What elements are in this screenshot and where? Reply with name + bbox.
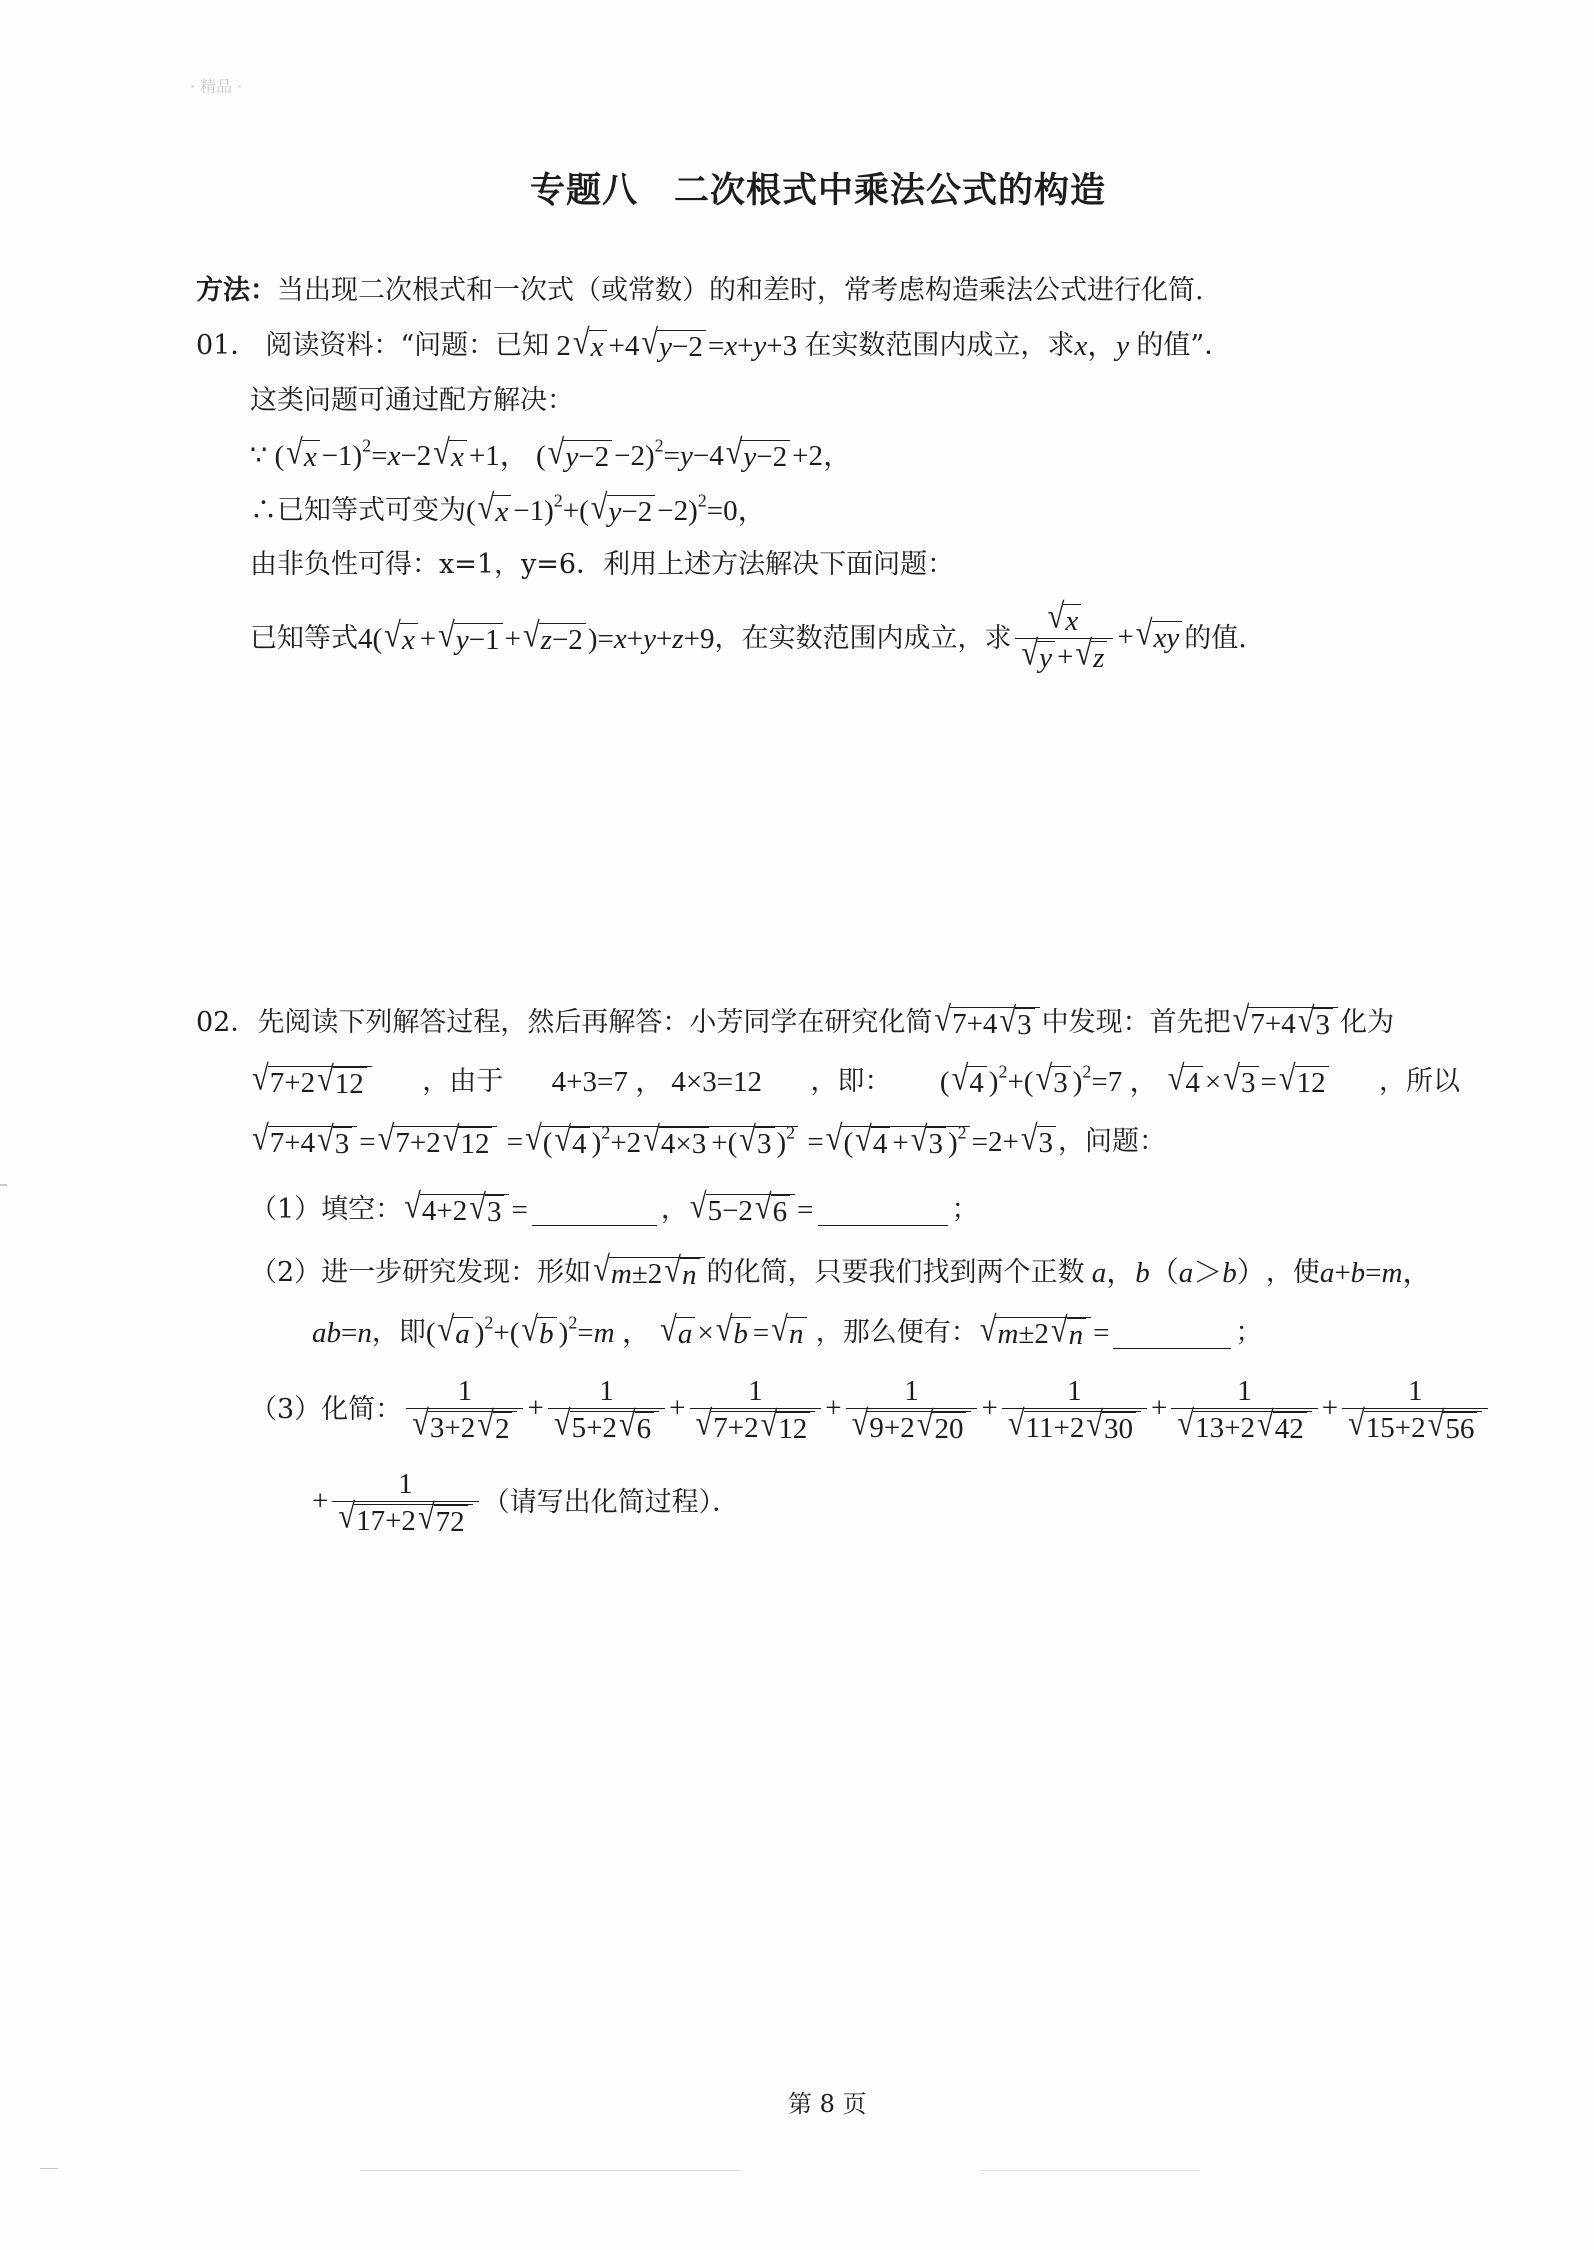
- fraction-denominator: √ 15+2 √ 56: [1342, 1408, 1488, 1446]
- q1-identity-2: ( √ x −1)$^2$+( √ y−2 −2)$^2$=0，: [466, 487, 767, 528]
- q1-condition-equation: 2 √ x +4 √ y−2 =x+y+3: [549, 322, 805, 363]
- q1-known-equation: 4( √ x + √ y−1 + √ z−2 )=x+y+z+9: [358, 615, 715, 656]
- q2-intro-tail: 化为: [1339, 1007, 1394, 1038]
- denominator-b: 56: [1445, 1412, 1475, 1445]
- header-mark: · 精品 ·: [190, 77, 243, 96]
- fraction-denominator: √ 3+2 √ 2: [406, 1408, 523, 1446]
- q2-p2-text2: 的化简，只要我们找到两个正数: [706, 1257, 1085, 1288]
- fraction-numerator: 1: [904, 1374, 919, 1407]
- q2-p3-fraction: [690, 1374, 822, 1446]
- plus-sign: +: [669, 1391, 686, 1424]
- q1-line6-prefix: 已知等式: [250, 623, 358, 654]
- q2-derivation: √ 7+4 √ 3 = √ 7+2 √ 12 = √ ( √ 4 )$^2$+2 √ 4×3 +( √ 3 )$^2$ = √ ( √ 4 + √ 3 )$^2$ =2+ √ 3: [250, 1122, 1058, 1162]
- q1-ask-tail: 的值”．: [1136, 330, 1232, 361]
- q1-number: 01．: [196, 330, 258, 361]
- fraction-numerator: 1: [1237, 1374, 1252, 1407]
- q1-intro: 阅读资料：“问题：已知: [265, 330, 550, 361]
- q2-p1-blank2[interactable]: [818, 1195, 948, 1226]
- fraction-denominator: √ 9+2 √ 20: [846, 1408, 978, 1446]
- q2-p1-label: （1）填空：: [250, 1194, 403, 1225]
- q2-part3-line1: [250, 1365, 1492, 1455]
- plus-sign: +: [1151, 1391, 1168, 1424]
- q1-line1: [196, 322, 1232, 366]
- q2-p3-fractions-row1: [402, 1374, 1492, 1446]
- denominator-a: 17: [356, 1504, 386, 1537]
- plus-sign: +: [825, 1391, 842, 1424]
- q2-p2-blank[interactable]: [1113, 1318, 1231, 1349]
- denominator-a: 7: [713, 1411, 728, 1444]
- q2-expr-b: √ 7+4 √ 3: [1231, 1003, 1340, 1043]
- q2-sum: 4+3=7 ， 4×3=12: [551, 1066, 763, 1098]
- q2-p2-sum: a+b=m，: [1319, 1257, 1432, 1289]
- q2-intro-mid: 中发现：首先把: [1041, 1007, 1231, 1038]
- plus-sign: +: [1321, 1391, 1339, 1424]
- q2-p2-relations: ( √ a )$^2$+( √ b )$^2$=m ， √ a × √ b = √ n: [426, 1313, 816, 1353]
- fraction-numerator: 1: [748, 1374, 763, 1407]
- q2-p2-product: ab=n: [312, 1317, 372, 1349]
- denominator-b: 42: [1274, 1412, 1304, 1445]
- q2-p3-fraction: [1171, 1374, 1317, 1446]
- q2-p2-line2-b: ，那么便有：: [815, 1317, 978, 1348]
- q2-p2-label: （2）: [250, 1257, 322, 1288]
- q1-cond-tail: 在实数范围内成立，求: [804, 330, 1075, 361]
- q2-p2-vars: a，b（a＞b）: [1091, 1257, 1266, 1289]
- q2-p1-blank1[interactable]: [532, 1195, 657, 1226]
- q2-p3-fraction: [406, 1374, 523, 1446]
- q2-p3-fractions-row2: [312, 1467, 483, 1539]
- scan-speck: [360, 2170, 740, 2171]
- q1-line3: [250, 432, 853, 476]
- plus-sign: +: [981, 1391, 998, 1424]
- q2-p3-tail: （请写出化简过程）．: [482, 1487, 740, 1518]
- q2-line2-c: ，所以: [1379, 1066, 1460, 1097]
- q2-squares: ( √ 4 )$^2$+( √ 3 )$^2$=7 ， √ 4 × √ 3 = √ 12: [940, 1062, 1331, 1102]
- fraction-numerator: 1: [1067, 1374, 1082, 1407]
- denominator-b: 30: [1104, 1412, 1134, 1445]
- q2-p3-fraction: [332, 1467, 478, 1539]
- denominator-b: 2: [494, 1412, 510, 1445]
- denominator-a: 11: [1025, 1411, 1054, 1444]
- denominator-a: 13: [1195, 1411, 1225, 1444]
- q1-identity-1: ( √ x −1)$^2$=x−2 √ x +1， ( √ y−2 −2)$^2$=y−4 √ y−2 +2，: [267, 432, 853, 473]
- q1-vars: x，y: [1074, 330, 1130, 362]
- q2-p2-text: 进一步研究发现：形如: [321, 1257, 592, 1288]
- q2-expr-c: √ 7+2 √ 12: [250, 1062, 374, 1102]
- because-symbol: ∵: [250, 440, 268, 471]
- q2-p2-line2-a: ，即: [371, 1317, 426, 1348]
- fraction-denominator: √ 5+2 √ 6: [548, 1408, 665, 1446]
- denominator-a: 15: [1365, 1411, 1395, 1444]
- page-footer: 第 8 页: [788, 2090, 867, 2118]
- q2-p2-tail: ，使: [1265, 1257, 1320, 1288]
- q1-line5-text: 由非负性可得：x=1，y=6．利用上述方法解决下面问题：: [250, 549, 955, 580]
- q1-therefore-text: ∴已知等式可变为: [250, 495, 466, 526]
- denominator-b: 72: [435, 1505, 465, 1538]
- method-label: 方法：: [196, 275, 277, 306]
- q2-p1-expr1: √ 4+2 √ 3 =: [404, 1186, 528, 1228]
- q2-p3-fraction: [846, 1374, 978, 1446]
- plus-sign: +: [527, 1391, 544, 1424]
- denominator-a: 3: [429, 1411, 445, 1444]
- scan-speck: [40, 2168, 58, 2169]
- q2-part2-line1: [250, 1249, 1432, 1293]
- q2-line3: [250, 1118, 1167, 1162]
- denominator-b: 20: [934, 1412, 964, 1445]
- scan-speck: [980, 2170, 1200, 2171]
- fraction-numerator: 1: [1407, 1374, 1423, 1407]
- scan-speck: [0, 1184, 7, 1186]
- q2-line2-b: ，即：: [810, 1066, 892, 1097]
- q1-line4: [250, 487, 767, 531]
- method-text: 当出现二次根式和一次式（或常数）的和差时，常考虑构造乘法公式进行化简.: [277, 275, 1204, 306]
- q2-p2-result: √ m±2 √ n =: [979, 1309, 1110, 1351]
- method-line: [196, 271, 1204, 311]
- denominator-a: 5: [571, 1411, 587, 1444]
- q2-p3-fraction: [1342, 1374, 1488, 1446]
- q1-target-expression: √ x √ y + √ z + √ xy: [1011, 603, 1184, 676]
- q2-p1-expr2: √ 5−2 √ 6 =: [689, 1186, 814, 1228]
- q1-line5: [250, 545, 954, 585]
- fraction-numerator: 1: [398, 1467, 413, 1500]
- fraction-denominator: √ 7+2 √ 12: [690, 1408, 822, 1446]
- q2-intro: 先阅读下列解答过程，然后再解答：小芳同学在研究化简: [257, 1007, 933, 1038]
- plus-sign: +: [312, 1484, 329, 1517]
- fraction-denominator: √ 13+2 √ 42: [1171, 1408, 1317, 1446]
- denominator-a: 9: [869, 1411, 884, 1444]
- q2-expr-a: √ 7+4 √ 3: [932, 1003, 1041, 1043]
- q2-line3-tail: ，问题：: [1058, 1126, 1167, 1157]
- q2-p3-label: （3）化简：: [250, 1394, 403, 1425]
- q2-p3-fraction: [1002, 1374, 1147, 1446]
- q2-p3-fraction: [548, 1374, 665, 1446]
- q2-part2-line2: ab=n ，即 ( √ a )$^2$+( √ b )$^2$=m ， √ a × √ b = √ n ，那么便有： √ m±2 √ n = ；: [312, 1309, 1263, 1351]
- fraction-numerator: 1: [599, 1374, 614, 1407]
- fraction-numerator: 1: [457, 1374, 473, 1407]
- q2-line1: [196, 999, 1394, 1043]
- q1-line6: [250, 596, 1247, 674]
- denominator-b: 6: [636, 1412, 652, 1445]
- q1-line2-text: 这类问题可通过配方解决：: [250, 385, 574, 416]
- q2-part3-line2: [312, 1458, 739, 1548]
- fraction-denominator: √ 11+2 √ 30: [1002, 1408, 1147, 1446]
- q2-p2-form: √ m±2 √ n: [591, 1253, 706, 1293]
- q1-line6-mid: ，在实数范围内成立，求: [714, 623, 1012, 654]
- q2-number: 02．: [196, 1007, 258, 1038]
- q1-line2: [250, 381, 574, 421]
- q2-line2: [250, 1058, 1460, 1102]
- q2-part1: （1）填空： √ 4+2 √ 3 = ， √ 5−2 √ 6 = ；: [250, 1186, 979, 1228]
- denominator-b: 12: [778, 1412, 808, 1445]
- q1-line6-tail: 的值.: [1184, 623, 1247, 654]
- q2-line2-a: ，由于: [422, 1066, 504, 1097]
- fraction-denominator: √ 17+2 √ 72: [332, 1501, 478, 1539]
- page-title: 专题八 二次根式中乘法公式的构造: [530, 171, 1107, 211]
